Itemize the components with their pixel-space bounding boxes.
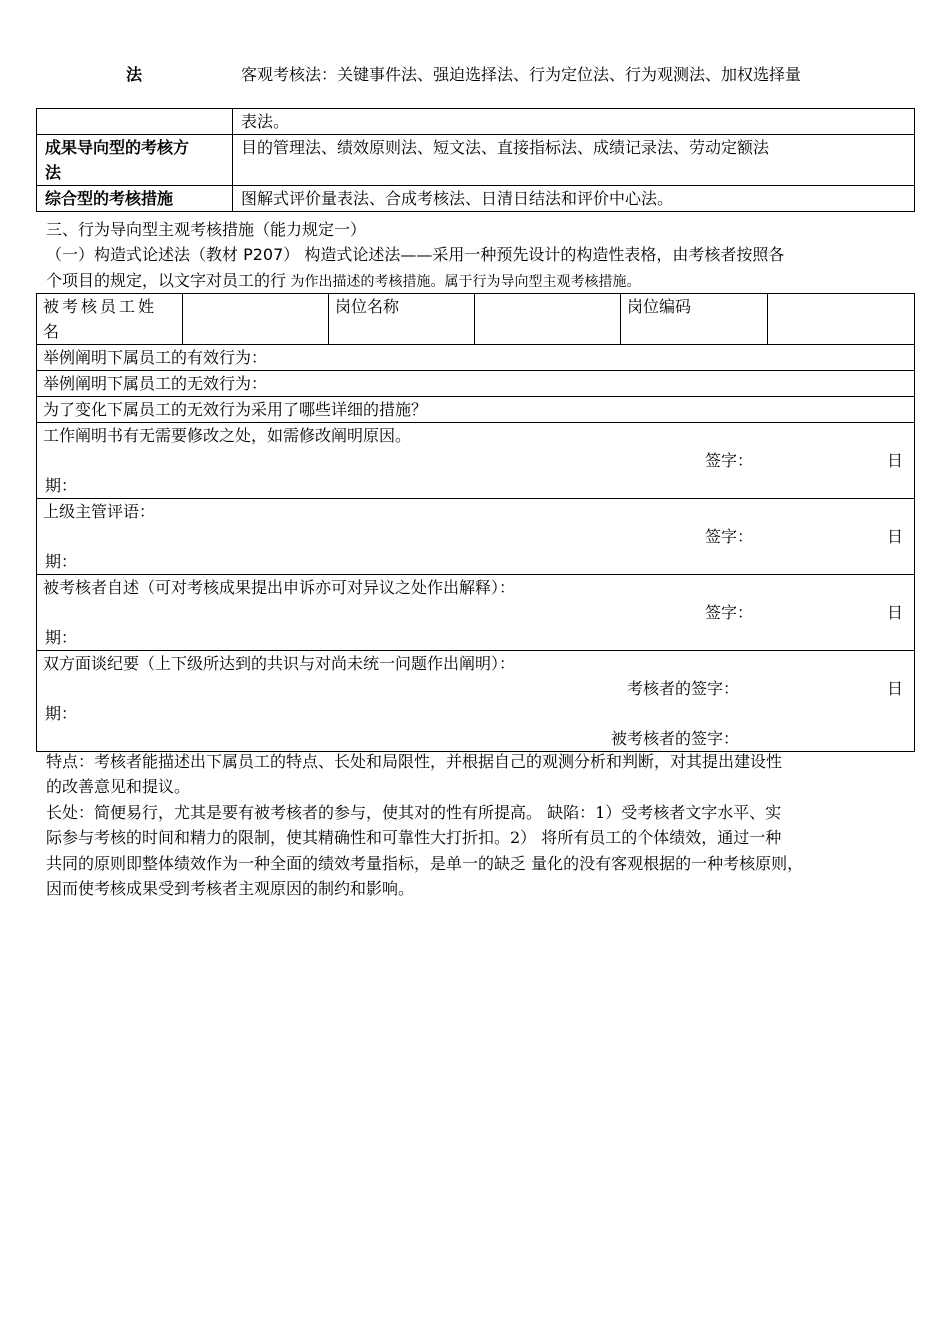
date-label: 期： xyxy=(45,552,78,571)
intro-line-2 xyxy=(46,268,640,291)
assessment-form xyxy=(36,293,915,752)
assessee-signature-label: 被考核者的签字： xyxy=(611,729,740,748)
position-code-label: 岗位编码 xyxy=(621,294,768,345)
supervisor-comment-section xyxy=(37,499,915,575)
self-statement-section xyxy=(37,575,915,651)
position-name-value xyxy=(475,294,621,345)
method-category-label: 法 xyxy=(126,65,143,84)
signature-label: 签字： xyxy=(705,603,754,622)
pros-cons-line: 际参与考核的时间和精力的限制，使其精确性和可靠性大打折扣。2） 将所有员工的个体绩效，通过一种 xyxy=(46,828,782,847)
job-description-section xyxy=(37,423,915,499)
table-row xyxy=(37,651,915,752)
table-row xyxy=(37,499,915,575)
pros-cons-line: 因而使考核成果受到考核者主观原因的制约和影响。 xyxy=(46,879,415,898)
supervisor-comment-prompt: 上级主管评语： xyxy=(43,502,156,521)
label-line: 法 xyxy=(45,163,62,182)
method-category-content: 客观考核法：关键事件法、强迫选择法、行为定位法、行为观测法、加权选择量 xyxy=(241,65,802,84)
label-line: 名 xyxy=(43,322,63,341)
table-cell-label xyxy=(37,109,233,135)
table-cell-content: 图解式评价量表法、合成考核法、日清日结法和评价中心法。 xyxy=(233,186,915,212)
label-line: 被考核员工姓 xyxy=(43,297,158,316)
pros-cons-line: 长处：简便易行，尤其是要有被考核者的参与，使其对的性有所提高。 缺陷：1）受考核者文字水平、实 xyxy=(46,803,782,822)
table-cell-label xyxy=(37,135,233,186)
employee-name-value xyxy=(183,294,329,345)
self-statement-prompt: 被考核者自述（可对考核成果提出申诉亦可对异议之处作出解释）： xyxy=(43,578,516,597)
signature-label: 签字： xyxy=(705,527,754,546)
ineffective-behavior: 举例阐明下属员工的无效行为： xyxy=(37,371,915,397)
table-row xyxy=(37,575,915,651)
features-line: 特点：考核者能描述出下属员工的特点、长处和局限性，并根据自己的观测分析和判断，对其提出建设性 xyxy=(46,752,783,771)
date-label: 期： xyxy=(45,704,78,723)
job-description-prompt: 工作阐明书有无需要修改之处，如需修改阐明原因。 xyxy=(43,426,412,445)
intro-text: ） 构造式论述法——采用一种预先设计的构造性表格，由考核者按照各 xyxy=(283,245,785,264)
effective-behavior: 举例阐明下属员工的有效行为： xyxy=(37,345,915,371)
table-row xyxy=(37,109,915,135)
table-row xyxy=(37,186,915,212)
intro-text: （一）构造式论述法（教材 xyxy=(46,245,244,264)
interview-summary-section xyxy=(37,651,915,752)
position-name-label: 岗位名称 xyxy=(329,294,475,345)
section-title: 三、行为导向型主观考核措施（能力规定一） xyxy=(46,220,367,239)
methods-table xyxy=(36,108,915,212)
form-header-row xyxy=(37,294,915,345)
table-row xyxy=(37,345,915,371)
table-row xyxy=(37,135,915,186)
date-label: 日 xyxy=(887,603,904,622)
table-row xyxy=(37,371,915,397)
signature-label: 签字： xyxy=(705,451,754,470)
assessor-signature-label: 考核者的签字： xyxy=(627,679,740,698)
date-label: 日 xyxy=(887,679,904,698)
table-row xyxy=(37,397,915,423)
pros-cons-line: 共同的原则即整体绩效作为一种全面的绩效考量指标，是单一的缺乏 量化的没有客观根据的一种考核原则， xyxy=(46,854,804,873)
table-row xyxy=(37,423,915,499)
date-label: 期： xyxy=(45,476,78,495)
date-label: 期： xyxy=(45,628,78,647)
table-cell-label: 综合型的考核措施 xyxy=(37,186,233,212)
intro-text-small: 为作出描述的考核措施。属于行为导向型主观考核措施。 xyxy=(286,274,641,290)
improvement-measures: 为了变化下属员工的无效行为采用了哪些详细的措施？ xyxy=(37,397,915,423)
interview-summary-prompt: 双方面谈纪要（上下级所达到的共识与对尚未统一问题作出阐明）： xyxy=(43,654,516,673)
date-label: 日 xyxy=(887,527,904,546)
features-line: 的改善意见和提议。 xyxy=(46,777,191,796)
table-cell-content: 目的管理法、绩效原则法、短文法、直接指标法、成绩记录法、劳动定额法 xyxy=(233,135,915,186)
employee-name-label xyxy=(37,294,183,345)
position-code-value xyxy=(768,294,915,345)
date-label: 日 xyxy=(887,451,904,470)
label-line: 成果导向型的考核方 xyxy=(45,138,190,157)
table-cell-content: 表法。 xyxy=(233,109,915,135)
page-reference: P207 xyxy=(243,245,284,264)
intro-text: 个项目的规定，以文字对员工的行 xyxy=(46,271,287,290)
intro-line-1 xyxy=(46,242,784,265)
